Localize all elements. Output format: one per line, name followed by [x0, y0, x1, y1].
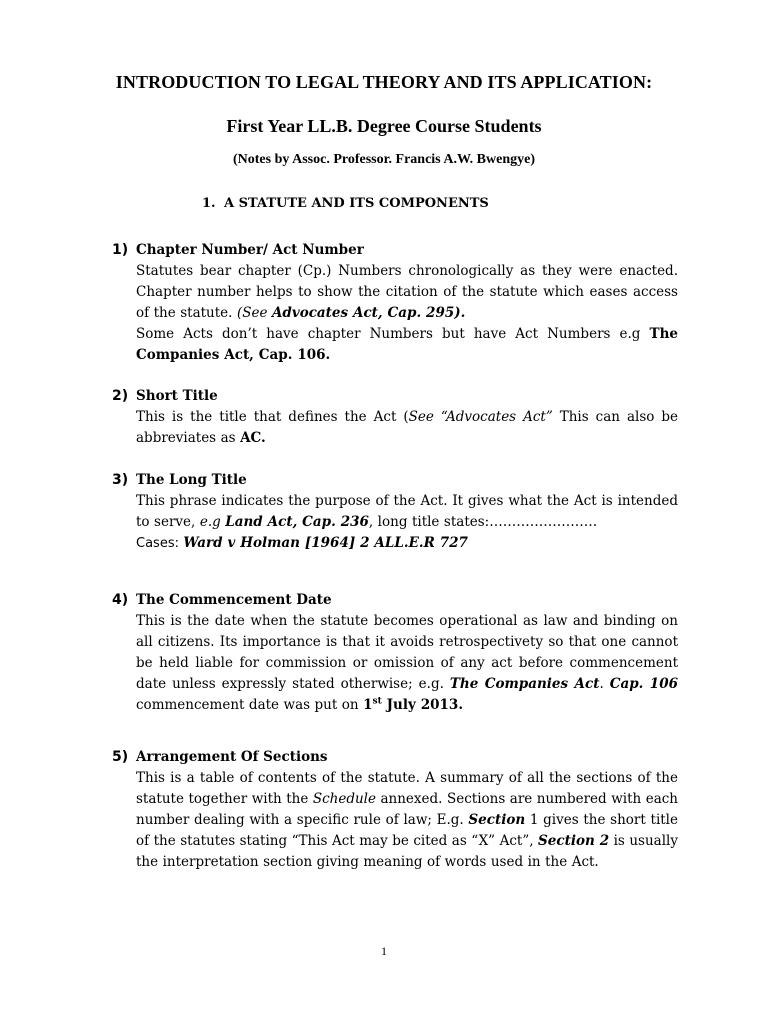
- list-item-number: 4): [112, 592, 129, 608]
- paragraph: [136, 324, 678, 366]
- section-heading: [202, 196, 489, 211]
- document-subtitle: First Year LL.B. Degree Course Students: [226, 116, 542, 136]
- list-item-body: [136, 386, 678, 449]
- paragraph-text: This can also be abbreviates as: [136, 409, 679, 446]
- list-item-title: The Long Title: [136, 472, 247, 488]
- list-item-body: [136, 470, 678, 554]
- section-number: 1.: [202, 196, 216, 211]
- list-item-title: Arrangement Of Sections: [136, 749, 328, 765]
- list-item-body: [136, 747, 678, 873]
- see-reference: (See: [236, 305, 272, 321]
- list-item-title: Short Title: [136, 388, 218, 404]
- list-item-body: [136, 590, 678, 716]
- date-month-year: July 2013.: [381, 697, 464, 713]
- list-item-number: 5): [112, 749, 129, 765]
- paragraph: [136, 491, 678, 533]
- date-day: 1: [363, 697, 373, 713]
- statute-citation: The Companies Act, Cap. 106.: [136, 326, 678, 363]
- paragraph: [136, 768, 678, 873]
- cases-label: Cases:: [136, 536, 184, 551]
- statute-citation: The Companies Act: [449, 676, 600, 692]
- see-reference: See “Advocates Act”: [408, 409, 553, 425]
- paragraph: [136, 407, 678, 449]
- paragraph-text: This is the title that defines the Act (: [136, 409, 409, 425]
- statute-citation: Land Act, Cap. 236: [225, 514, 369, 530]
- date-ordinal: st: [372, 696, 382, 707]
- case-citation: Ward v Holman [1964] 2 ALL.E.R 727: [183, 535, 468, 551]
- paragraph-text: This is the date when the statute becomes operational as law and binding on all citizens. Its importance is that it avoids retrospectivety so that one cannot be held liable for commission or omission of any act before commencement date unless expressly stated otherwise; e.g.: [136, 613, 678, 692]
- abbreviation: AC.: [240, 430, 266, 446]
- section-reference: Section: [468, 812, 526, 828]
- statute-citation: Advocates Act, Cap. 295).: [271, 305, 466, 321]
- paragraph-text: is usually the interpretation section giving meaning of words used in the Act.: [136, 833, 678, 870]
- schedule-term: Schedule: [312, 791, 376, 807]
- section-reference: Section 2: [538, 833, 610, 849]
- paragraph: [136, 611, 678, 716]
- paragraph-text: Statutes bear chapter (Cp.) Numbers chronologically as they were enacted. Chapter number helps to show the citation of the statute which eases access of the statute.: [136, 263, 678, 321]
- list-item-body: [136, 240, 678, 366]
- list-item-number: 1): [112, 242, 129, 258]
- page-number: 1: [381, 944, 387, 958]
- paragraph-text: commencement date was put on: [136, 697, 364, 713]
- list-item-title: The Commencement Date: [136, 592, 332, 608]
- paragraph-text: Some Acts don’t have chapter Numbers but have Act Numbers e.g: [136, 326, 650, 342]
- paragraph-text: This is a table of contents of the statute. A summary of all the sections of the statute together with the: [136, 770, 678, 807]
- section-title: A STATUTE AND ITS COMPONENTS: [224, 196, 489, 211]
- paragraph-text: annexed. Sections are numbered with each number dealing with a specific rule of law; E.g.: [136, 791, 679, 828]
- author-note: (Notes by Assoc. Professor. Francis A.W. Bwengye): [232, 152, 536, 167]
- list-item-number: 3): [112, 472, 129, 488]
- list-item-title: Chapter Number/ Act Number: [136, 242, 364, 258]
- cases-line: [136, 533, 678, 554]
- example-marker: e.g: [199, 514, 226, 530]
- paragraph-text: This phrase indicates the purpose of the Act. It gives what the Act is intended to serve,: [136, 493, 678, 530]
- punctuation: .: [599, 676, 610, 692]
- statute-citation: Cap. 106: [609, 676, 678, 692]
- document-title: INTRODUCTION TO LEGAL THEORY AND ITS APPLICATION:: [115, 72, 653, 92]
- paragraph-text: 1 gives the short title of the statutes stating “This Act may be cited as “X” Act”,: [136, 812, 678, 849]
- list-item-number: 2): [112, 388, 129, 404]
- paragraph-text: , long title states:……………………: [368, 514, 598, 530]
- paragraph: [136, 261, 678, 324]
